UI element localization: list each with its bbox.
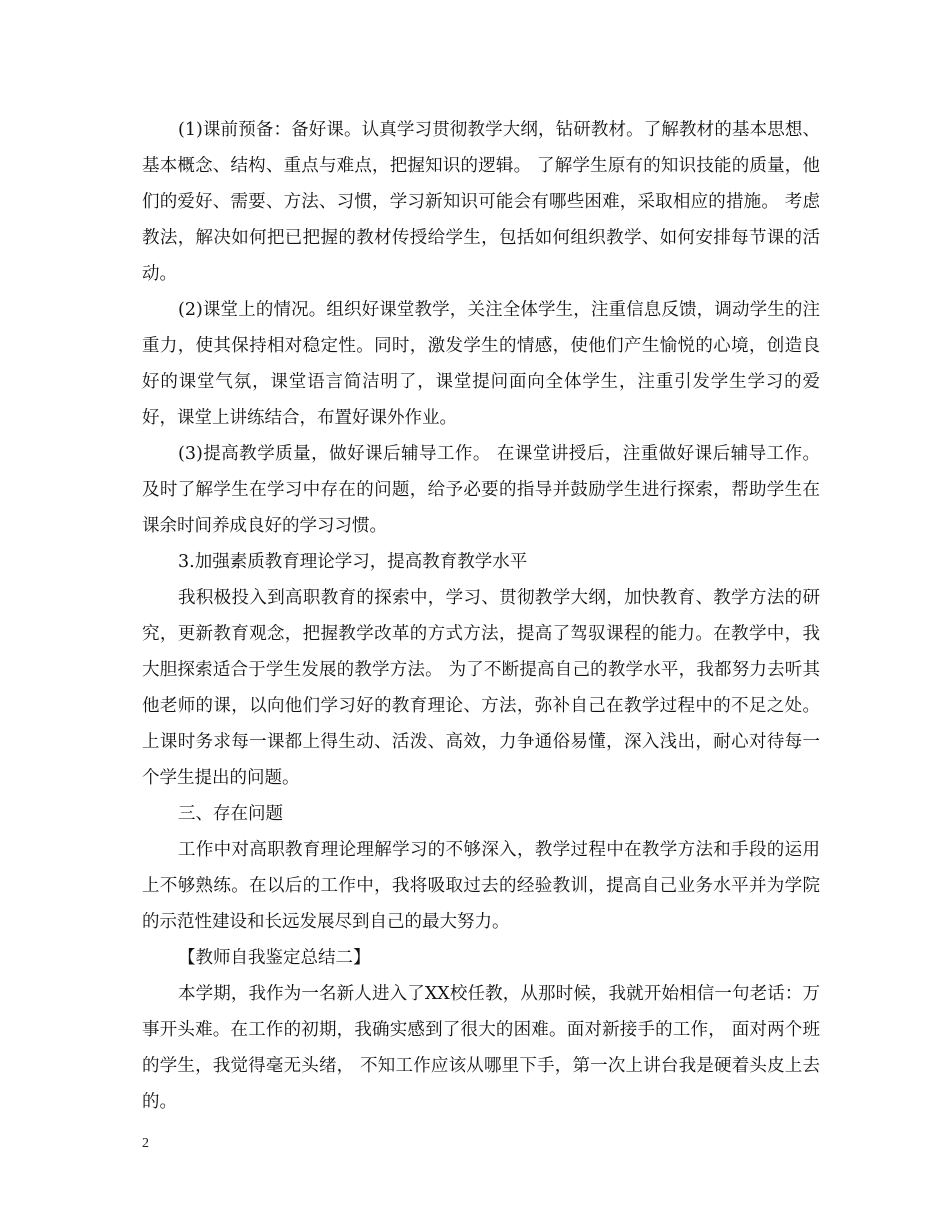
section-heading-existing-problems: 三、存在问题 bbox=[178, 804, 283, 824]
paragraph-after-class-tutoring: (3)提高教学质量，做好课后辅导工作。 在课堂讲授后，注重做好课后辅导工作。及时了解学生在学习中存在的问题，给予必要的指导并鼓励学生进行探索，帮助学生在课余时间养成良好的学习习惯。 bbox=[142, 444, 820, 536]
paragraph-new-teacher: 本学期，我作为一名新人进入了XX校任教，从那时候，我就开始相信一句老话：万事开头难。在工作的初期，我确实感到了很大的困难。面对新接手的工作， 面对两个班的学生，我觉得毫无头绪， 不知工作应该从哪里下手，第一次上讲台我是硬着头皮上去的。 bbox=[142, 984, 820, 1112]
paragraph-lesson-preparation: (1)课前预备：备好课。认真学习贯彻教学大纲，钻研教材。了解教材的基本思想、基本概念、结构、重点与难点，把握知识的逻辑。 了解学生原有的知识技能的质量，他们的爱好、需要、方法、习惯，学习新知识可能会有哪些困难，采取相应的措施。 考虑教法，解决如何把已把握的教材传授给学生，包括如何组织教学、如何安排每节课的活动。 bbox=[142, 120, 820, 284]
section-heading-quality-education: 3.加强素质教育理论学习，提高教育教学水平 bbox=[178, 552, 528, 572]
paragraph-classroom-situation: (2)课堂上的情况。组织好课堂教学，关注全体学生，注重信息反馈，调动学生的注重力，使其保持相对稳定性。同时，激发学生的情感，使他们产生愉悦的心境，创造良好的课堂气氛，课堂语言简洁明了，课堂提问面向全体学生，注重引发学生学习的爱好，课堂上讲练结合，布置好课外作业。 bbox=[142, 300, 820, 428]
section-heading-summary-two: 【教师自我鉴定总结二】 bbox=[178, 948, 371, 968]
paragraph-problems: 工作中对高职教育理论理解学习的不够深入，教学过程中在教学方法和手段的运用上不够熟练。在以后的工作中，我将吸取过去的经验教训，提高自己业务水平并为学院的示范性建设和长远发展尽到自己的最大努力。 bbox=[142, 840, 820, 932]
paragraph-teaching-exploration: 我积极投入到高职教育的探索中，学习、贯彻教学大纲，加快教育、教学方法的研究，更新教育观念，把握教学改革的方式方法，提高了驾驭课程的能力。在教学中，我大胆探索适合于学生发展的教学方法。 为了不断提高自己的教学水平，我都努力去听其他老师的课，以向他们学习好的教育理论、方法，弥补自己在教学过程中的不足之处。上课时务求每一课都上得生动、活泼、高效，力争通俗易懂，深入浅出，耐心对待每一个学生提出的问题。 bbox=[142, 588, 820, 788]
document-body bbox=[142, 112, 820, 1120]
page-number: 2 bbox=[142, 1136, 149, 1151]
